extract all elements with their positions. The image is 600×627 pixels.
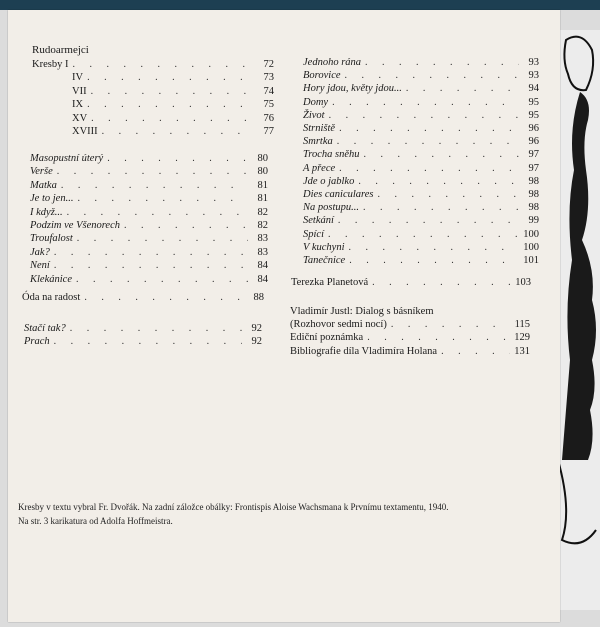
toc-entry-page: 88 — [253, 292, 264, 303]
toc-entry-title: Ediční poznámka — [290, 332, 364, 344]
dot-leader — [332, 96, 519, 109]
toc-entry-page: 80 — [257, 166, 268, 178]
toc-entry-page: 115 — [514, 319, 530, 331]
toc-entry — [32, 85, 274, 98]
toc-entry — [291, 276, 531, 289]
toc-entry — [303, 135, 539, 148]
toc-entry-page: 73 — [263, 72, 274, 84]
toc-entry — [303, 228, 539, 241]
toc-entry — [32, 71, 274, 84]
dot-leader — [87, 71, 254, 84]
dot-leader — [91, 112, 254, 125]
dot-leader — [77, 232, 248, 245]
toc-entry — [22, 291, 264, 304]
background-strip — [0, 0, 600, 10]
dot-leader — [107, 152, 248, 165]
toc-entry-page: 95 — [528, 109, 539, 121]
toc-entry-page: 83 — [257, 233, 268, 245]
dot-leader — [406, 82, 519, 95]
dot-leader — [339, 162, 519, 175]
dot-leader — [349, 241, 520, 254]
toc-entry-title: Na postupu... — [303, 202, 360, 214]
toc-entry-title: IX — [72, 99, 84, 111]
dot-leader — [72, 58, 254, 71]
toc-entry-title: IV — [72, 72, 84, 84]
toc-entry-title: Smrtka — [303, 136, 333, 148]
toc-entry — [32, 125, 274, 138]
toc-entry-title: Spící — [303, 228, 324, 240]
toc-entry-title: Život — [303, 109, 325, 121]
toc-entry-title: V kuchyni — [303, 241, 345, 253]
toc-entry — [30, 232, 268, 245]
toc-entry-page: 98 — [528, 175, 539, 187]
toc-entry-title: I když... — [30, 206, 63, 218]
dot-leader — [377, 188, 519, 201]
toc-entry-page: 80 — [257, 153, 268, 164]
toc-entry-page: 94 — [528, 83, 539, 95]
dot-leader — [76, 273, 248, 286]
toc-entry-title: Je to jen... — [30, 193, 74, 205]
contents-page — [8, 10, 560, 622]
toc-entry-page: 96 — [528, 136, 539, 148]
toc-entry — [303, 96, 539, 109]
toc-entry-title: Bibliografie díla Vladimíra Holana — [290, 345, 438, 357]
toc-entry-page: 98 — [528, 189, 539, 200]
dot-leader — [441, 345, 510, 358]
toc-entry-title: Domy — [303, 96, 329, 108]
toc-entry-title: Masopustní úterý — [30, 153, 104, 164]
toc-entry-title: Verše — [30, 166, 53, 178]
toc-entry-title: XV — [72, 112, 88, 124]
footer-line-2: Na str. 3 karikatura od Adolfa Hoffmeistra. — [18, 516, 173, 526]
dot-leader — [365, 56, 519, 69]
toc-entry — [303, 214, 539, 227]
dot-leader — [54, 335, 242, 348]
toc-entry-page: 97 — [528, 149, 539, 161]
toc-entry — [303, 148, 539, 161]
toc-entry-page: 76 — [263, 112, 274, 124]
toc-entry-page: 101 — [523, 255, 539, 266]
toc-entry — [30, 273, 268, 286]
toc-entry-title: Jak? — [30, 246, 50, 258]
toc-entry — [290, 318, 530, 331]
dot-leader — [124, 219, 248, 232]
toc-entry-title: VII — [72, 85, 87, 97]
toc-entry-page: 81 — [257, 179, 268, 191]
toc-entry-page: 75 — [263, 99, 274, 111]
toc-entry-title: Vladimír Justl: Dialog s básníkem — [290, 306, 434, 317]
toc-entry-page: 100 — [523, 228, 539, 240]
toc-entry — [30, 259, 268, 272]
dot-leader — [364, 148, 520, 161]
dot-leader — [61, 179, 248, 192]
toc-entry-title: Óda na radost — [22, 292, 81, 303]
toc-entry-title: Tanečnice — [303, 255, 346, 266]
toc-entry-title: Kresby I — [32, 59, 69, 70]
toc-entry-page: 92 — [251, 323, 262, 334]
toc-entry-title: Jde o jablko — [303, 175, 355, 187]
dot-leader — [57, 165, 248, 178]
toc-entry-title: Matka — [30, 179, 57, 191]
dot-leader — [358, 175, 519, 188]
toc-entry — [303, 162, 539, 175]
toc-entry — [290, 345, 530, 358]
toc-entry — [30, 192, 268, 205]
toc-entry-title: Stačí tak? — [24, 323, 66, 334]
dot-leader — [77, 192, 248, 205]
toc-entry — [32, 112, 274, 125]
toc-entry-page: 93 — [528, 70, 539, 82]
toc-entry-page: 100 — [523, 241, 539, 253]
toc-entry-page: 72 — [263, 59, 274, 70]
dot-leader — [337, 135, 519, 148]
dot-leader — [338, 214, 519, 227]
dot-leader — [70, 322, 242, 335]
toc-entry-page: 82 — [257, 206, 268, 218]
toc-entry — [30, 246, 268, 259]
dot-leader — [67, 206, 248, 219]
footer-line-1: Kresby v textu vybral Fr. Dvořák. Na zadní záložce obálky: Frontispis Aloise Wachsmana k Prvnímu textamentu, 1940. — [18, 502, 449, 512]
toc-entry-page: 95 — [528, 96, 539, 108]
toc-entry-title: (Rozhovor sedmi nocí) — [290, 319, 387, 331]
dot-leader — [372, 276, 511, 289]
toc-entry — [303, 109, 539, 122]
toc-entry — [30, 179, 268, 192]
dot-leader — [363, 201, 519, 214]
dot-leader — [54, 259, 248, 272]
toc-entry — [30, 152, 268, 165]
toc-entry-page: 77 — [263, 126, 274, 137]
toc-entry — [30, 206, 268, 219]
dot-leader — [328, 228, 519, 241]
toc-entry-page: 97 — [528, 162, 539, 174]
toc-entry-page: 92 — [251, 336, 262, 347]
toc-entry — [24, 335, 262, 348]
dot-leader — [339, 122, 519, 135]
toc-entry-title: Jednoho rána — [303, 57, 362, 68]
toc-entry-title: Podzim ve Všenorech — [30, 220, 120, 231]
toc-entry-page: 99 — [528, 215, 539, 227]
toc-entry — [30, 219, 268, 232]
toc-entry-page: 129 — [514, 332, 530, 344]
toc-entry — [303, 201, 539, 214]
toc-entry-title: Strniště — [303, 123, 336, 134]
toc-entry-page: 84 — [257, 273, 268, 285]
toc-entry — [303, 56, 539, 69]
toc-entry — [303, 241, 539, 254]
footer-note — [18, 500, 538, 528]
toc-entry-page: 83 — [257, 246, 268, 258]
toc-entry — [303, 122, 539, 135]
toc-entry-title: Borovice — [303, 70, 341, 82]
dot-leader — [367, 331, 510, 344]
toc-entry-title: Není — [30, 260, 50, 272]
toc-entry — [303, 69, 539, 82]
section-title-rudoarmejci: Rudoarmejci — [32, 44, 89, 56]
toc-entry-title: Hory jdou, květy jdou... — [303, 83, 402, 95]
toc-entry-title: Troufalost — [30, 233, 73, 245]
toc-entry-page: 74 — [263, 85, 274, 97]
dot-leader — [349, 254, 519, 267]
toc-entry-page: 96 — [528, 123, 539, 134]
dot-leader — [54, 246, 248, 259]
dot-leader — [345, 69, 519, 82]
toc-entry — [30, 165, 268, 178]
toc-entry-title: A přece — [303, 162, 336, 174]
toc-entry — [303, 82, 539, 95]
toc-entry-page: 84 — [257, 260, 268, 272]
toc-entry — [290, 331, 530, 344]
toc-entry-title: Prach — [24, 336, 50, 347]
dot-leader — [102, 125, 254, 138]
toc-entry-page: 131 — [514, 345, 530, 357]
toc-entry — [32, 58, 274, 71]
dot-leader — [87, 98, 254, 111]
toc-entry-title: Klekánice — [30, 273, 72, 285]
toc-entry-title: Dies caniculares — [303, 189, 374, 200]
dot-leader — [391, 318, 510, 331]
dot-leader — [91, 85, 254, 98]
dot-leader — [84, 291, 244, 304]
toc-entry-title: XVIII — [72, 126, 98, 137]
toc-entry — [32, 98, 274, 111]
toc-entry-page: 93 — [528, 57, 539, 68]
toc-entry-page: 81 — [257, 193, 268, 205]
toc-entry-title: Trocha sněhu — [303, 149, 360, 161]
toc-entry-page: 82 — [257, 220, 268, 231]
toc-entry — [290, 305, 530, 318]
dot-leader — [329, 109, 519, 122]
toc-entry — [303, 188, 539, 201]
toc-entry — [303, 254, 539, 267]
toc-entry-page: 103 — [515, 277, 531, 288]
toc-entry-title: Setkání — [303, 215, 334, 227]
toc-entry — [303, 175, 539, 188]
toc-entry-title: Terezka Planetová — [291, 277, 369, 288]
toc-entry — [24, 322, 262, 335]
toc-entry-page: 98 — [528, 202, 539, 214]
